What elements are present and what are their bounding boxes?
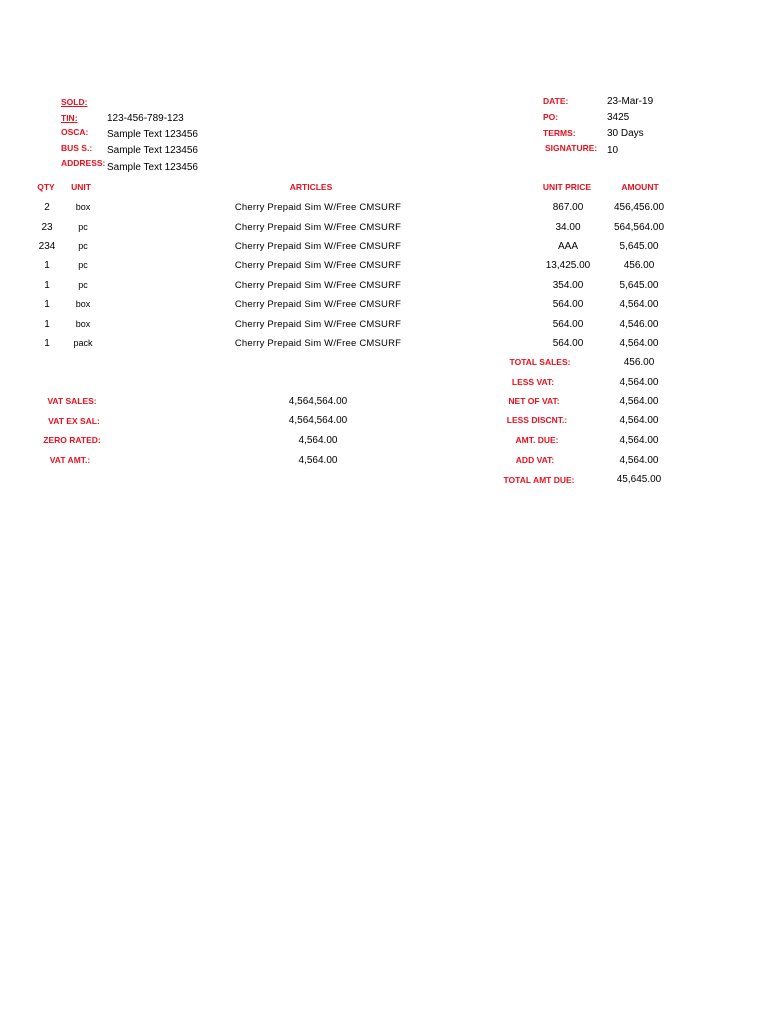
table-row — [0, 260, 768, 274]
row-amount: 456,456.00 — [613, 202, 665, 213]
net-of-vat-value: 4,564.00 — [619, 396, 659, 407]
row-amount: 564,564.00 — [613, 222, 665, 233]
row-qty: 234 — [38, 241, 56, 252]
row-article: Cherry Prepaid Sim W/Free CMSURF — [234, 222, 402, 233]
row-qty: 1 — [44, 338, 50, 349]
date-label: DATE: — [543, 96, 569, 106]
row-qty: 23 — [41, 222, 53, 233]
row-unit: pc — [78, 222, 88, 232]
row-article: Cherry Prepaid Sim W/Free CMSURF — [234, 299, 402, 310]
row-qty: 1 — [44, 280, 50, 291]
row-unit-price: 564.00 — [552, 338, 584, 349]
row-unit: box — [75, 299, 91, 309]
total-amt-due-label: TOTAL AMT DUE: — [503, 475, 575, 485]
header-qty: QTY — [37, 182, 55, 192]
row-unit: pc — [78, 260, 88, 270]
row-amount: 5,645.00 — [619, 241, 659, 252]
row-unit: box — [75, 202, 91, 212]
signature-label: SIGNATURE: — [545, 143, 598, 153]
row-unit-price: AAA — [557, 241, 579, 252]
table-row — [0, 241, 768, 255]
vat-sales-label: VAT SALES: — [47, 396, 97, 406]
po-value: 3425 — [607, 112, 630, 123]
terms-label: TERMS: — [543, 128, 576, 138]
row-amount: 4,564.00 — [619, 299, 659, 310]
tin-label: TIN: — [61, 113, 78, 123]
row-unit-price: 34.00 — [555, 222, 581, 233]
row-amount: 4,564.00 — [619, 338, 659, 349]
less-discnt-label: LESS DISCNT.: — [506, 415, 568, 425]
zero-rated-label: ZERO RATED: — [43, 435, 101, 445]
row-amount: 456.00 — [623, 260, 655, 271]
add-vat-label: ADD VAT: — [515, 455, 555, 465]
bus-value: Sample Text 123456 — [107, 145, 198, 156]
vat-ex-sal-label: VAT EX SAL: — [48, 416, 100, 426]
less-vat-label: LESS VAT: — [511, 377, 555, 387]
row-amount: 5,645.00 — [619, 280, 659, 291]
row-unit: box — [75, 319, 91, 329]
less-discnt-value: 4,564.00 — [619, 415, 659, 426]
table-row — [0, 319, 768, 333]
terms-value: 30 Days — [607, 128, 644, 139]
add-vat-value: 4,564.00 — [619, 455, 659, 466]
row-unit: pc — [78, 241, 88, 251]
total-amt-due-value: 45,645.00 — [616, 474, 662, 485]
date-value: 23-Mar-19 — [607, 96, 654, 107]
header-unit: UNIT — [71, 182, 91, 192]
signature-value: 10 — [607, 145, 619, 156]
table-row — [0, 202, 768, 216]
table-row — [0, 299, 768, 313]
address-value: Sample Text 123456 — [107, 162, 198, 173]
osca-label: OSCA: — [61, 127, 89, 137]
row-unit-price: 564.00 — [552, 299, 584, 310]
vat-ex-sal-value: 4,564,564.00 — [288, 415, 348, 426]
sold-label: SOLD: — [61, 97, 88, 107]
total-sales-label: TOTAL SALES: — [509, 357, 571, 367]
address-label: ADDRESS: — [61, 158, 106, 168]
row-amount: 4,546.00 — [619, 319, 659, 330]
row-qty: 1 — [44, 260, 50, 271]
row-article: Cherry Prepaid Sim W/Free CMSURF — [234, 280, 402, 291]
row-unit-price: 867.00 — [552, 202, 584, 213]
row-article: Cherry Prepaid Sim W/Free CMSURF — [234, 338, 402, 349]
table-row — [0, 280, 768, 294]
table-row — [0, 338, 768, 352]
amt-due-value: 4,564.00 — [619, 435, 659, 446]
total-sales-value: 456.00 — [623, 357, 655, 368]
vat-amt-value: 4,564.00 — [298, 455, 338, 466]
zero-rated-value: 4,564.00 — [298, 435, 338, 446]
row-qty: 2 — [44, 202, 50, 213]
less-vat-value: 4,564.00 — [619, 377, 659, 388]
row-unit: pc — [78, 280, 88, 290]
table-row — [0, 222, 768, 236]
row-article: Cherry Prepaid Sim W/Free CMSURF — [234, 260, 402, 271]
header-unit-price: UNIT PRICE — [542, 182, 592, 192]
row-unit: pack — [73, 338, 93, 348]
row-article: Cherry Prepaid Sim W/Free CMSURF — [234, 241, 402, 252]
osca-value: Sample Text 123456 — [107, 129, 198, 140]
header-articles: ARTICLES — [289, 182, 333, 192]
row-qty: 1 — [44, 319, 50, 330]
bus-label: BUS S.: — [61, 143, 93, 153]
vat-amt-label: VAT AMT.: — [49, 455, 91, 465]
po-label: PO: — [543, 112, 559, 122]
row-unit-price: 564.00 — [552, 319, 584, 330]
header-amount: AMOUNT — [621, 182, 659, 192]
tin-value: 123-456-789-123 — [107, 113, 184, 124]
amt-due-label: AMT. DUE: — [515, 435, 559, 445]
row-unit-price: 13,425.00 — [545, 260, 591, 271]
row-unit-price: 354.00 — [552, 280, 584, 291]
vat-sales-value: 4,564,564.00 — [288, 396, 348, 407]
row-article: Cherry Prepaid Sim W/Free CMSURF — [234, 202, 402, 213]
row-qty: 1 — [44, 299, 50, 310]
net-of-vat-label: NET OF VAT: — [508, 396, 560, 406]
row-article: Cherry Prepaid Sim W/Free CMSURF — [234, 319, 402, 330]
